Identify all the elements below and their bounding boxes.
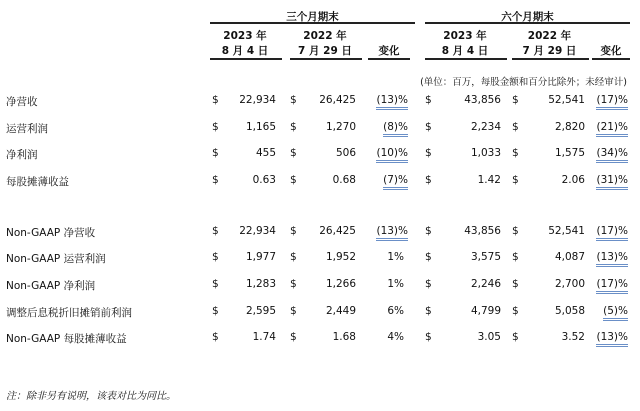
currency-symbol: $ — [512, 251, 519, 263]
value-2023-q: 455 — [255, 147, 276, 159]
col-header-date: 8 月 4 日 — [441, 45, 489, 57]
value-2023-q: 2,595 — [245, 305, 276, 317]
change-q: (8)% — [368, 121, 408, 133]
table-row — [0, 225, 640, 239]
row-label: Non-GAAP 净利润 — [6, 280, 96, 292]
group-header-6-months: 六个月期末 — [501, 11, 554, 23]
currency-symbol: $ — [425, 174, 432, 186]
value-2023-h: 4,799 — [470, 305, 501, 317]
row-label: Non-GAAP 运营利润 — [6, 253, 106, 265]
change-h: (34)% — [588, 147, 628, 159]
row-label: Non-GAAP 每股摊薄收益 — [6, 333, 127, 345]
header-rule — [368, 58, 410, 60]
value-2023-h: 2,234 — [470, 121, 501, 133]
table-row — [0, 331, 640, 345]
value-2022-h: 52,541 — [548, 94, 585, 106]
currency-symbol: $ — [425, 225, 432, 237]
value-2023-h: 43,856 — [464, 94, 501, 106]
value-2023-q: 1.74 — [252, 331, 276, 343]
change-q: (13)% — [368, 225, 408, 237]
unit-note: (单位：百万，每股金额和百分比除外；未经审计) — [420, 77, 627, 88]
col-header-date: 7 月 29 日 — [522, 45, 577, 57]
currency-symbol: $ — [290, 305, 297, 317]
header-rule — [290, 58, 362, 60]
currency-symbol: $ — [512, 305, 519, 317]
currency-symbol: $ — [425, 278, 432, 290]
value-2023-q: 22,934 — [239, 94, 276, 106]
table-row — [0, 94, 640, 108]
table-row — [0, 251, 640, 265]
col-header-year: 2023 年 — [443, 30, 487, 42]
group-header-3-months: 三个月期末 — [286, 11, 339, 23]
header-rule — [425, 58, 507, 60]
value-2023-h: 1.42 — [477, 174, 501, 186]
value-2023-h: 2,246 — [470, 278, 501, 290]
currency-symbol: $ — [290, 147, 297, 159]
change-q: 6% — [387, 305, 404, 317]
currency-symbol: $ — [290, 278, 297, 290]
value-2022-h: 52,541 — [548, 225, 585, 237]
header-rule — [210, 58, 282, 60]
header-rule — [592, 58, 630, 60]
row-label: 净利润 — [6, 149, 38, 161]
table-row — [0, 147, 640, 161]
currency-symbol: $ — [512, 225, 519, 237]
row-label: 每股摊薄收益 — [6, 176, 69, 188]
change-h: (17)% — [588, 94, 628, 106]
col-header-date: 7 月 29 日 — [298, 45, 352, 57]
currency-symbol: $ — [512, 121, 519, 133]
change-h: (13)% — [588, 331, 628, 343]
currency-symbol: $ — [212, 94, 219, 106]
currency-symbol: $ — [212, 225, 219, 237]
change-q: 1% — [387, 251, 404, 263]
group-rule-3-months — [210, 22, 415, 24]
value-2022-q: 506 — [335, 147, 356, 159]
currency-symbol: $ — [290, 251, 297, 263]
row-label: 运营利润 — [6, 123, 48, 135]
value-2022-h: 2,820 — [554, 121, 585, 133]
value-2023-q: 1,283 — [245, 278, 276, 290]
change-h: (5)% — [588, 305, 628, 317]
group-rule-6-months — [425, 22, 630, 24]
table-row — [0, 278, 640, 292]
currency-symbol: $ — [212, 278, 219, 290]
value-2023-h: 1,033 — [470, 147, 501, 159]
table-row — [0, 305, 640, 319]
change-q: (10)% — [368, 147, 408, 159]
currency-symbol: $ — [212, 305, 219, 317]
change-h: (17)% — [588, 278, 628, 290]
value-2022-q: 1,952 — [325, 251, 356, 263]
currency-symbol: $ — [425, 94, 432, 106]
value-2023-h: 43,856 — [464, 225, 501, 237]
value-2023-q: 1,977 — [245, 251, 276, 263]
value-2022-q: 1.68 — [332, 331, 356, 343]
change-h: (21)% — [588, 121, 628, 133]
row-label: Non-GAAP 净营收 — [6, 227, 96, 239]
value-2022-q: 1,270 — [325, 121, 356, 133]
change-h: (13)% — [588, 251, 628, 263]
value-2022-q: 0.68 — [332, 174, 356, 186]
col-header-change: 变化 — [600, 45, 622, 57]
currency-symbol: $ — [290, 94, 297, 106]
currency-symbol: $ — [425, 305, 432, 317]
currency-symbol: $ — [212, 331, 219, 343]
currency-symbol: $ — [425, 147, 432, 159]
value-2022-q: 1,266 — [325, 278, 356, 290]
col-header-year: 2022 年 — [527, 30, 572, 42]
value-2022-h: 2,700 — [554, 278, 585, 290]
col-header-change: 变化 — [378, 45, 400, 57]
currency-symbol: $ — [212, 147, 219, 159]
currency-symbol: $ — [512, 278, 519, 290]
currency-symbol: $ — [512, 147, 519, 159]
value-2023-q: 22,934 — [239, 225, 276, 237]
currency-symbol: $ — [212, 121, 219, 133]
footnote: 注：除非另有说明，该表对比为同比。 — [6, 391, 176, 402]
currency-symbol: $ — [425, 251, 432, 263]
change-q: 4% — [387, 331, 404, 343]
value-2022-h: 5,058 — [554, 305, 585, 317]
change-q: (13)% — [368, 94, 408, 106]
table-row — [0, 121, 640, 135]
value-2022-q: 2,449 — [325, 305, 356, 317]
col-header-year: 2023 年 — [223, 30, 267, 42]
currency-symbol: $ — [512, 174, 519, 186]
value-2022-h: 3.52 — [561, 331, 585, 343]
currency-symbol: $ — [512, 94, 519, 106]
value-2022-q: 26,425 — [319, 94, 356, 106]
header-rule — [512, 58, 589, 60]
value-2023-h: 3,575 — [470, 251, 501, 263]
value-2022-h: 4,087 — [554, 251, 585, 263]
change-h: (31)% — [588, 174, 628, 186]
value-2023-q: 1,165 — [245, 121, 276, 133]
change-h: (17)% — [588, 225, 628, 237]
currency-symbol: $ — [212, 174, 219, 186]
currency-symbol: $ — [290, 174, 297, 186]
currency-symbol: $ — [290, 331, 297, 343]
currency-symbol: $ — [212, 251, 219, 263]
col-header-year: 2022 年 — [303, 30, 347, 42]
value-2022-h: 1,575 — [554, 147, 585, 159]
table-row — [0, 174, 640, 188]
row-label: 调整后息税折旧摊销前利润 — [6, 307, 132, 319]
value-2023-q: 0.63 — [252, 174, 276, 186]
change-q: 1% — [387, 278, 404, 290]
currency-symbol: $ — [290, 225, 297, 237]
value-2022-h: 2.06 — [561, 174, 585, 186]
value-2022-q: 26,425 — [319, 225, 356, 237]
row-label: 净营收 — [6, 96, 38, 108]
currency-symbol: $ — [290, 121, 297, 133]
value-2023-h: 3.05 — [477, 331, 501, 343]
currency-symbol: $ — [425, 121, 432, 133]
col-header-date: 8 月 4 日 — [221, 45, 269, 57]
currency-symbol: $ — [425, 331, 432, 343]
change-q: (7)% — [368, 174, 408, 186]
currency-symbol: $ — [512, 331, 519, 343]
